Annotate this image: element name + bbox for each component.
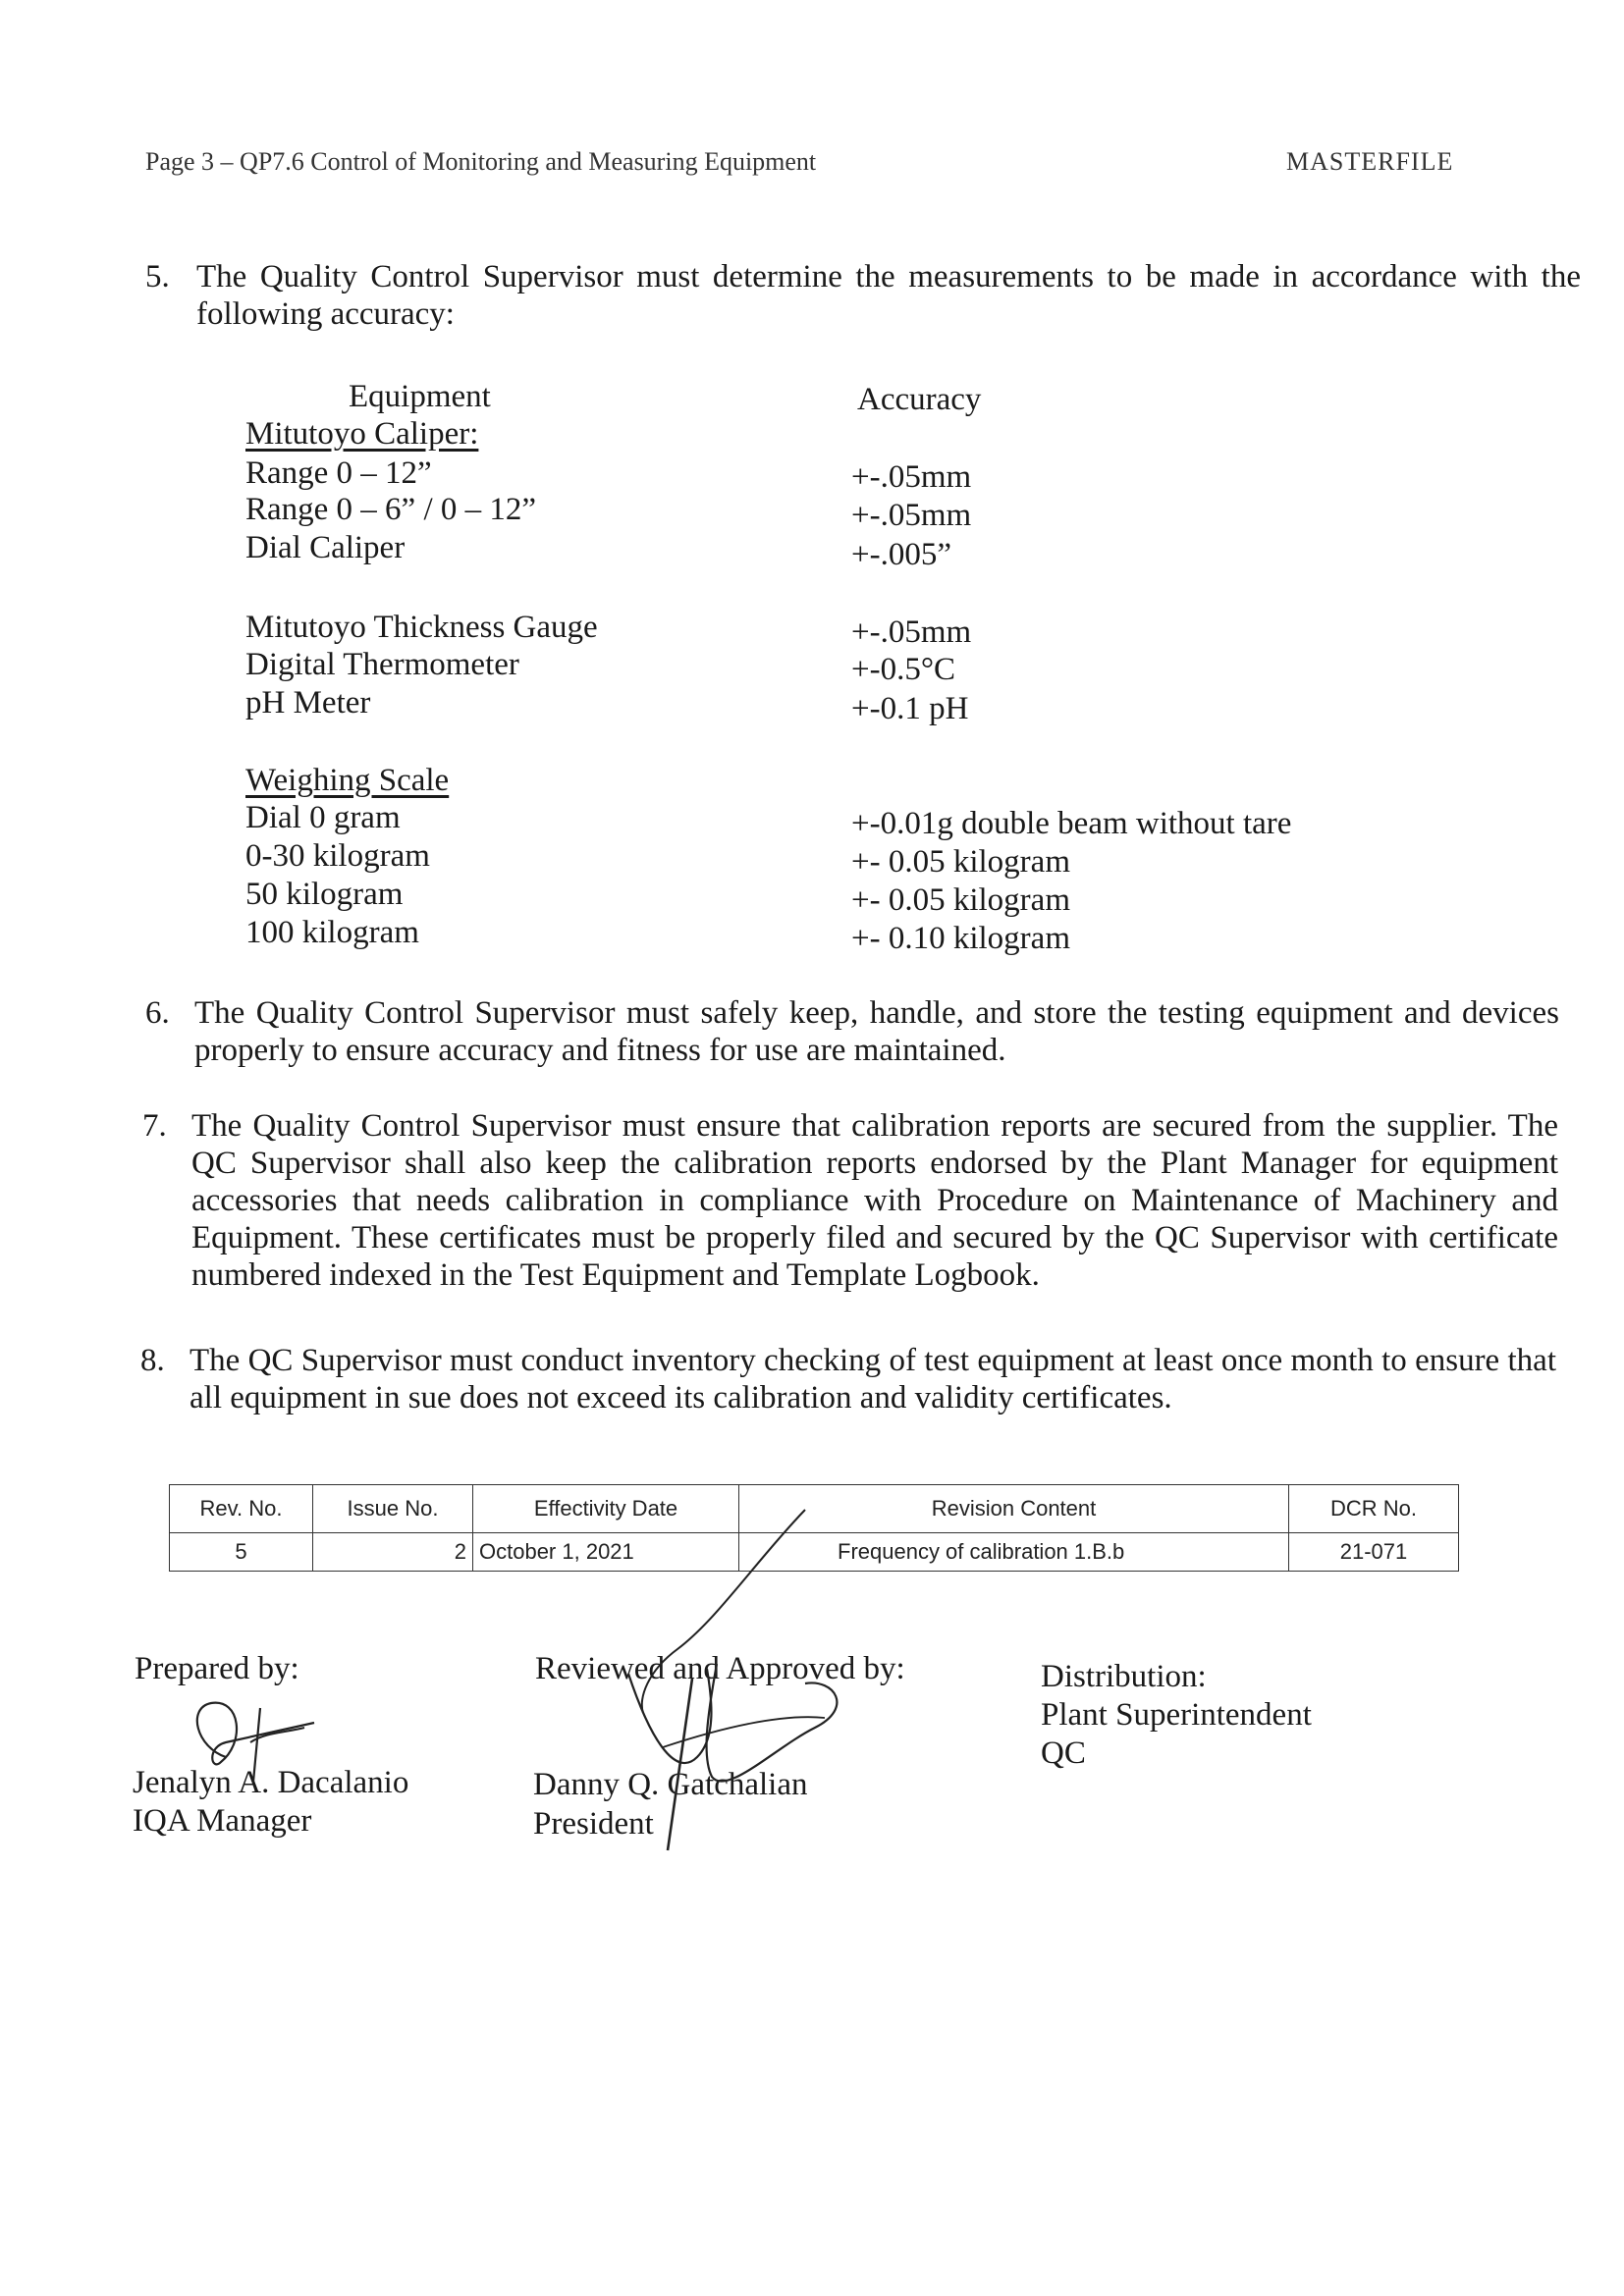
dcr-no-cell: 21-071 — [1289, 1533, 1459, 1572]
dcr-no-header: DCR No. — [1289, 1485, 1459, 1533]
rev-no-header: Rev. No. — [170, 1485, 313, 1533]
equipment-name: Range 0 – 12” — [245, 455, 432, 491]
page-label: Page 3 – QP7.6 Control of Monitoring and Measuring Equipment — [145, 147, 817, 176]
equipment-name: pH Meter — [245, 685, 371, 721]
approved-by-signature — [609, 1502, 864, 1855]
item-text: The Quality Control Supervisor must safely keep, handle, and store the testing equipment and devices properly to ensure accuracy and fitness for use are maintained. — [194, 995, 1559, 1068]
effectivity-date-cell: October 1, 2021 — [473, 1533, 739, 1572]
equipment-name: Digital Thermometer — [245, 647, 519, 682]
accuracy-value: +- 0.10 kilogram — [851, 921, 1070, 956]
item-number: 7. — [142, 1108, 167, 1144]
equipment-name: 100 kilogram — [245, 915, 419, 950]
equipment-name: Mitutoyo Thickness Gauge — [245, 610, 598, 645]
distribution-item: Plant Superintendent — [1041, 1697, 1312, 1733]
rev-no-cell: 5 — [170, 1533, 313, 1572]
equipment-name: Range 0 – 6” / 0 – 12” — [245, 492, 537, 527]
prepared-by-name: Jenalyn A. Dacalanio — [133, 1765, 409, 1800]
equipment-name: Dial Caliper — [245, 530, 406, 565]
accuracy-header: Accuracy — [857, 382, 982, 417]
distribution-label: Distribution: — [1041, 1659, 1207, 1694]
equipment-name: 50 kilogram — [245, 877, 404, 912]
accuracy-value: +- 0.05 kilogram — [851, 844, 1070, 880]
accuracy-value: +-0.5°C — [851, 652, 956, 687]
item-number: 6. — [145, 995, 170, 1031]
equipment-header: Equipment — [349, 379, 491, 414]
accuracy-value: +-0.1 pH — [851, 691, 969, 726]
equipment-name: Dial 0 gram — [245, 800, 401, 835]
effectivity-date-header: Effectivity Date — [473, 1485, 739, 1533]
accuracy-value: +-0.01g double beam without tare — [851, 806, 1292, 841]
issue-no-header: Issue No. — [313, 1485, 473, 1533]
accuracy-value: +-.005” — [851, 537, 951, 572]
accuracy-value: +-.05mm — [851, 614, 972, 650]
accuracy-value: +-.05mm — [851, 459, 972, 495]
approved-by-title: President — [533, 1806, 654, 1842]
accuracy-value: +- 0.05 kilogram — [851, 882, 1070, 918]
distribution-item: QC — [1041, 1735, 1086, 1771]
approved-by-label: Reviewed and Approved by: — [535, 1651, 905, 1686]
issue-no-cell: 2 — [313, 1533, 473, 1572]
masterfile-label: MASTERFILE — [1286, 147, 1454, 176]
item-text: The QC Supervisor must conduct inventory checking of test equipment at least once month to ensure that all equipment in sue does not exceed its calibration and validity certificates. — [189, 1343, 1556, 1415]
item-number: 8. — [140, 1343, 165, 1378]
revision-content-cell: Frequency of calibration 1.B.b — [739, 1533, 1289, 1572]
equipment-name: 0-30 kilogram — [245, 838, 430, 874]
item-number: 5. — [145, 259, 170, 294]
equipment-group-caliper: Mitutoyo Caliper: — [245, 416, 479, 452]
approved-by-name: Danny Q. Gatchalian — [533, 1767, 808, 1802]
revision-content-header: Revision Content — [739, 1485, 1289, 1533]
item-text: The Quality Control Supervisor must determine the measurements to be made in accordance with the following accuracy: — [196, 259, 1581, 332]
equipment-group-weighing: Weighing Scale — [245, 763, 450, 798]
accuracy-value: +-.05mm — [851, 498, 972, 533]
prepared-by-title: IQA Manager — [133, 1803, 312, 1839]
prepared-by-signature — [167, 1688, 334, 1826]
prepared-by-label: Prepared by: — [135, 1651, 299, 1686]
item-text: The Quality Control Supervisor must ensure that calibration reports are secured from the supplier. The QC Supervisor shall also keep the calibration reports endorsed by the Plant Manager for equipment accessories that needs calibration in compliance with Procedure on Maintenance of Machinery and Equipment. These certificates must be properly filed and secured by the QC Supervisor with certificate numbered indexed in the Test Equipment and Template Logbook. — [191, 1108, 1558, 1293]
